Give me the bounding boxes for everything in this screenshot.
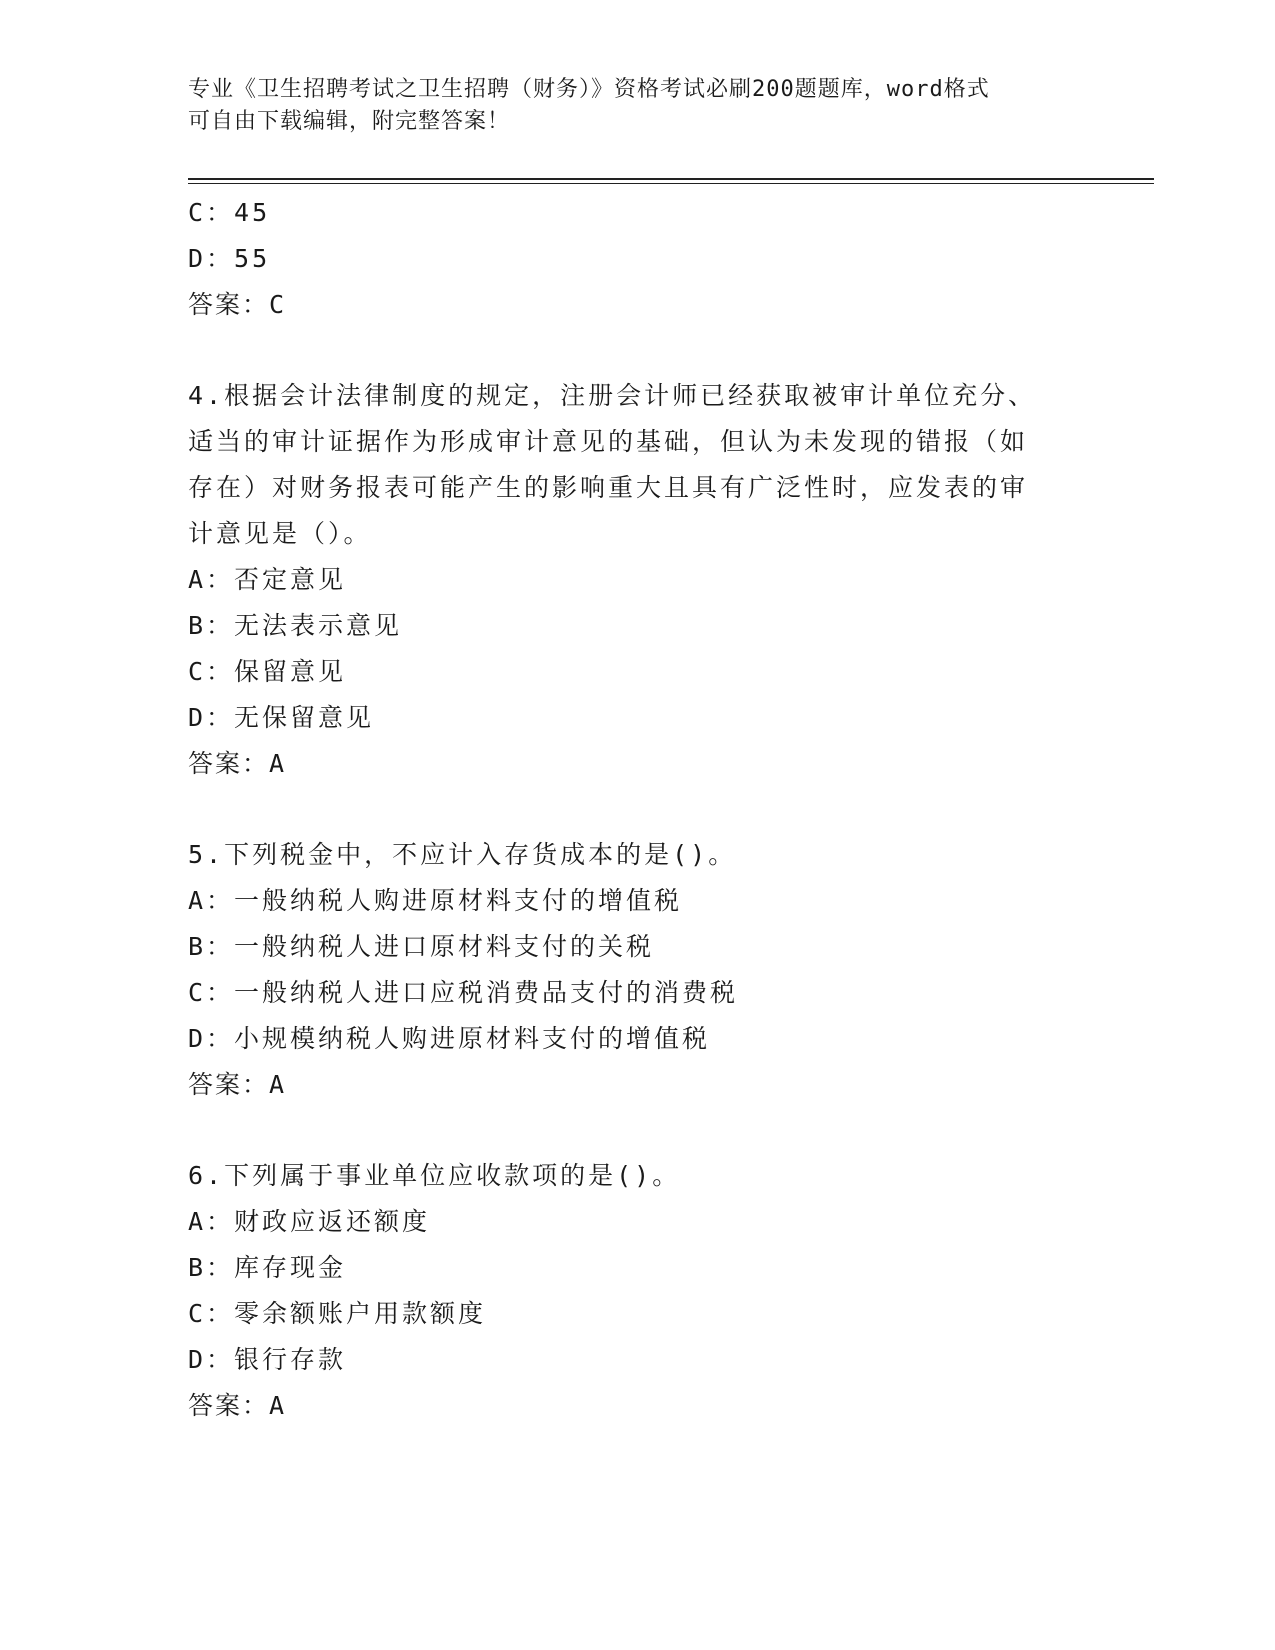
option-d: D：银行存款 bbox=[188, 1345, 347, 1374]
question-stem: 适当的审计证据作为形成审计意见的基础，但认为未发现的错报（如 bbox=[188, 427, 1029, 456]
option-d: D：小规模纳税人购进原材料支付的增值税 bbox=[188, 1024, 711, 1053]
header-line-1: 专业《卫生招聘考试之卫生招聘（财务）》资格考试必刷200题题库，word格式 bbox=[188, 77, 990, 102]
option-b: B：库存现金 bbox=[188, 1253, 347, 1282]
question-block-3-tail bbox=[188, 190, 1088, 328]
answer-line: 答案：C bbox=[188, 290, 287, 319]
spacer bbox=[188, 328, 1088, 373]
header-divider-thick bbox=[188, 178, 1154, 180]
spacer bbox=[188, 787, 1088, 832]
answer-line: 答案：A bbox=[188, 749, 287, 778]
option-c: C：保留意见 bbox=[188, 657, 347, 686]
document-header bbox=[188, 74, 1068, 138]
option-c: C：一般纳税人进口应税消费品支付的消费税 bbox=[188, 978, 739, 1007]
option-d: D：55 bbox=[188, 244, 271, 273]
question-stem: 6.下列属于事业单位应收款项的是()。 bbox=[188, 1161, 681, 1190]
question-list bbox=[188, 190, 1088, 1429]
option-b: B：一般纳税人进口原材料支付的关税 bbox=[188, 932, 655, 961]
answer-line: 答案：A bbox=[188, 1391, 287, 1420]
question-stem: 计意见是（）。 bbox=[188, 519, 372, 548]
option-a: A：财政应返还额度 bbox=[188, 1207, 431, 1236]
answer-line: 答案：A bbox=[188, 1070, 287, 1099]
option-c: C：零余额账户用款额度 bbox=[188, 1299, 487, 1328]
option-a: A：否定意见 bbox=[188, 565, 347, 594]
question-stem: 存在）对财务报表可能产生的影响重大且具有广泛性时，应发表的审 bbox=[188, 473, 1029, 502]
question-stem: 4.根据会计法律制度的规定，注册会计师已经获取被审计单位充分、 bbox=[188, 381, 1037, 410]
option-d: D：无保留意见 bbox=[188, 703, 375, 732]
question-stem: 5.下列税金中，不应计入存货成本的是()。 bbox=[188, 840, 737, 869]
question-block-6 bbox=[188, 1153, 1088, 1429]
question-block-4 bbox=[188, 373, 1088, 787]
option-b: B：无法表示意见 bbox=[188, 611, 403, 640]
spacer bbox=[188, 1108, 1088, 1153]
header-divider-thin bbox=[188, 183, 1154, 184]
question-block-5 bbox=[188, 832, 1088, 1108]
option-a: A：一般纳税人购进原材料支付的增值税 bbox=[188, 886, 683, 915]
header-line-2: 可自由下载编辑，附完整答案！ bbox=[188, 109, 511, 134]
option-c: C：45 bbox=[188, 198, 271, 227]
